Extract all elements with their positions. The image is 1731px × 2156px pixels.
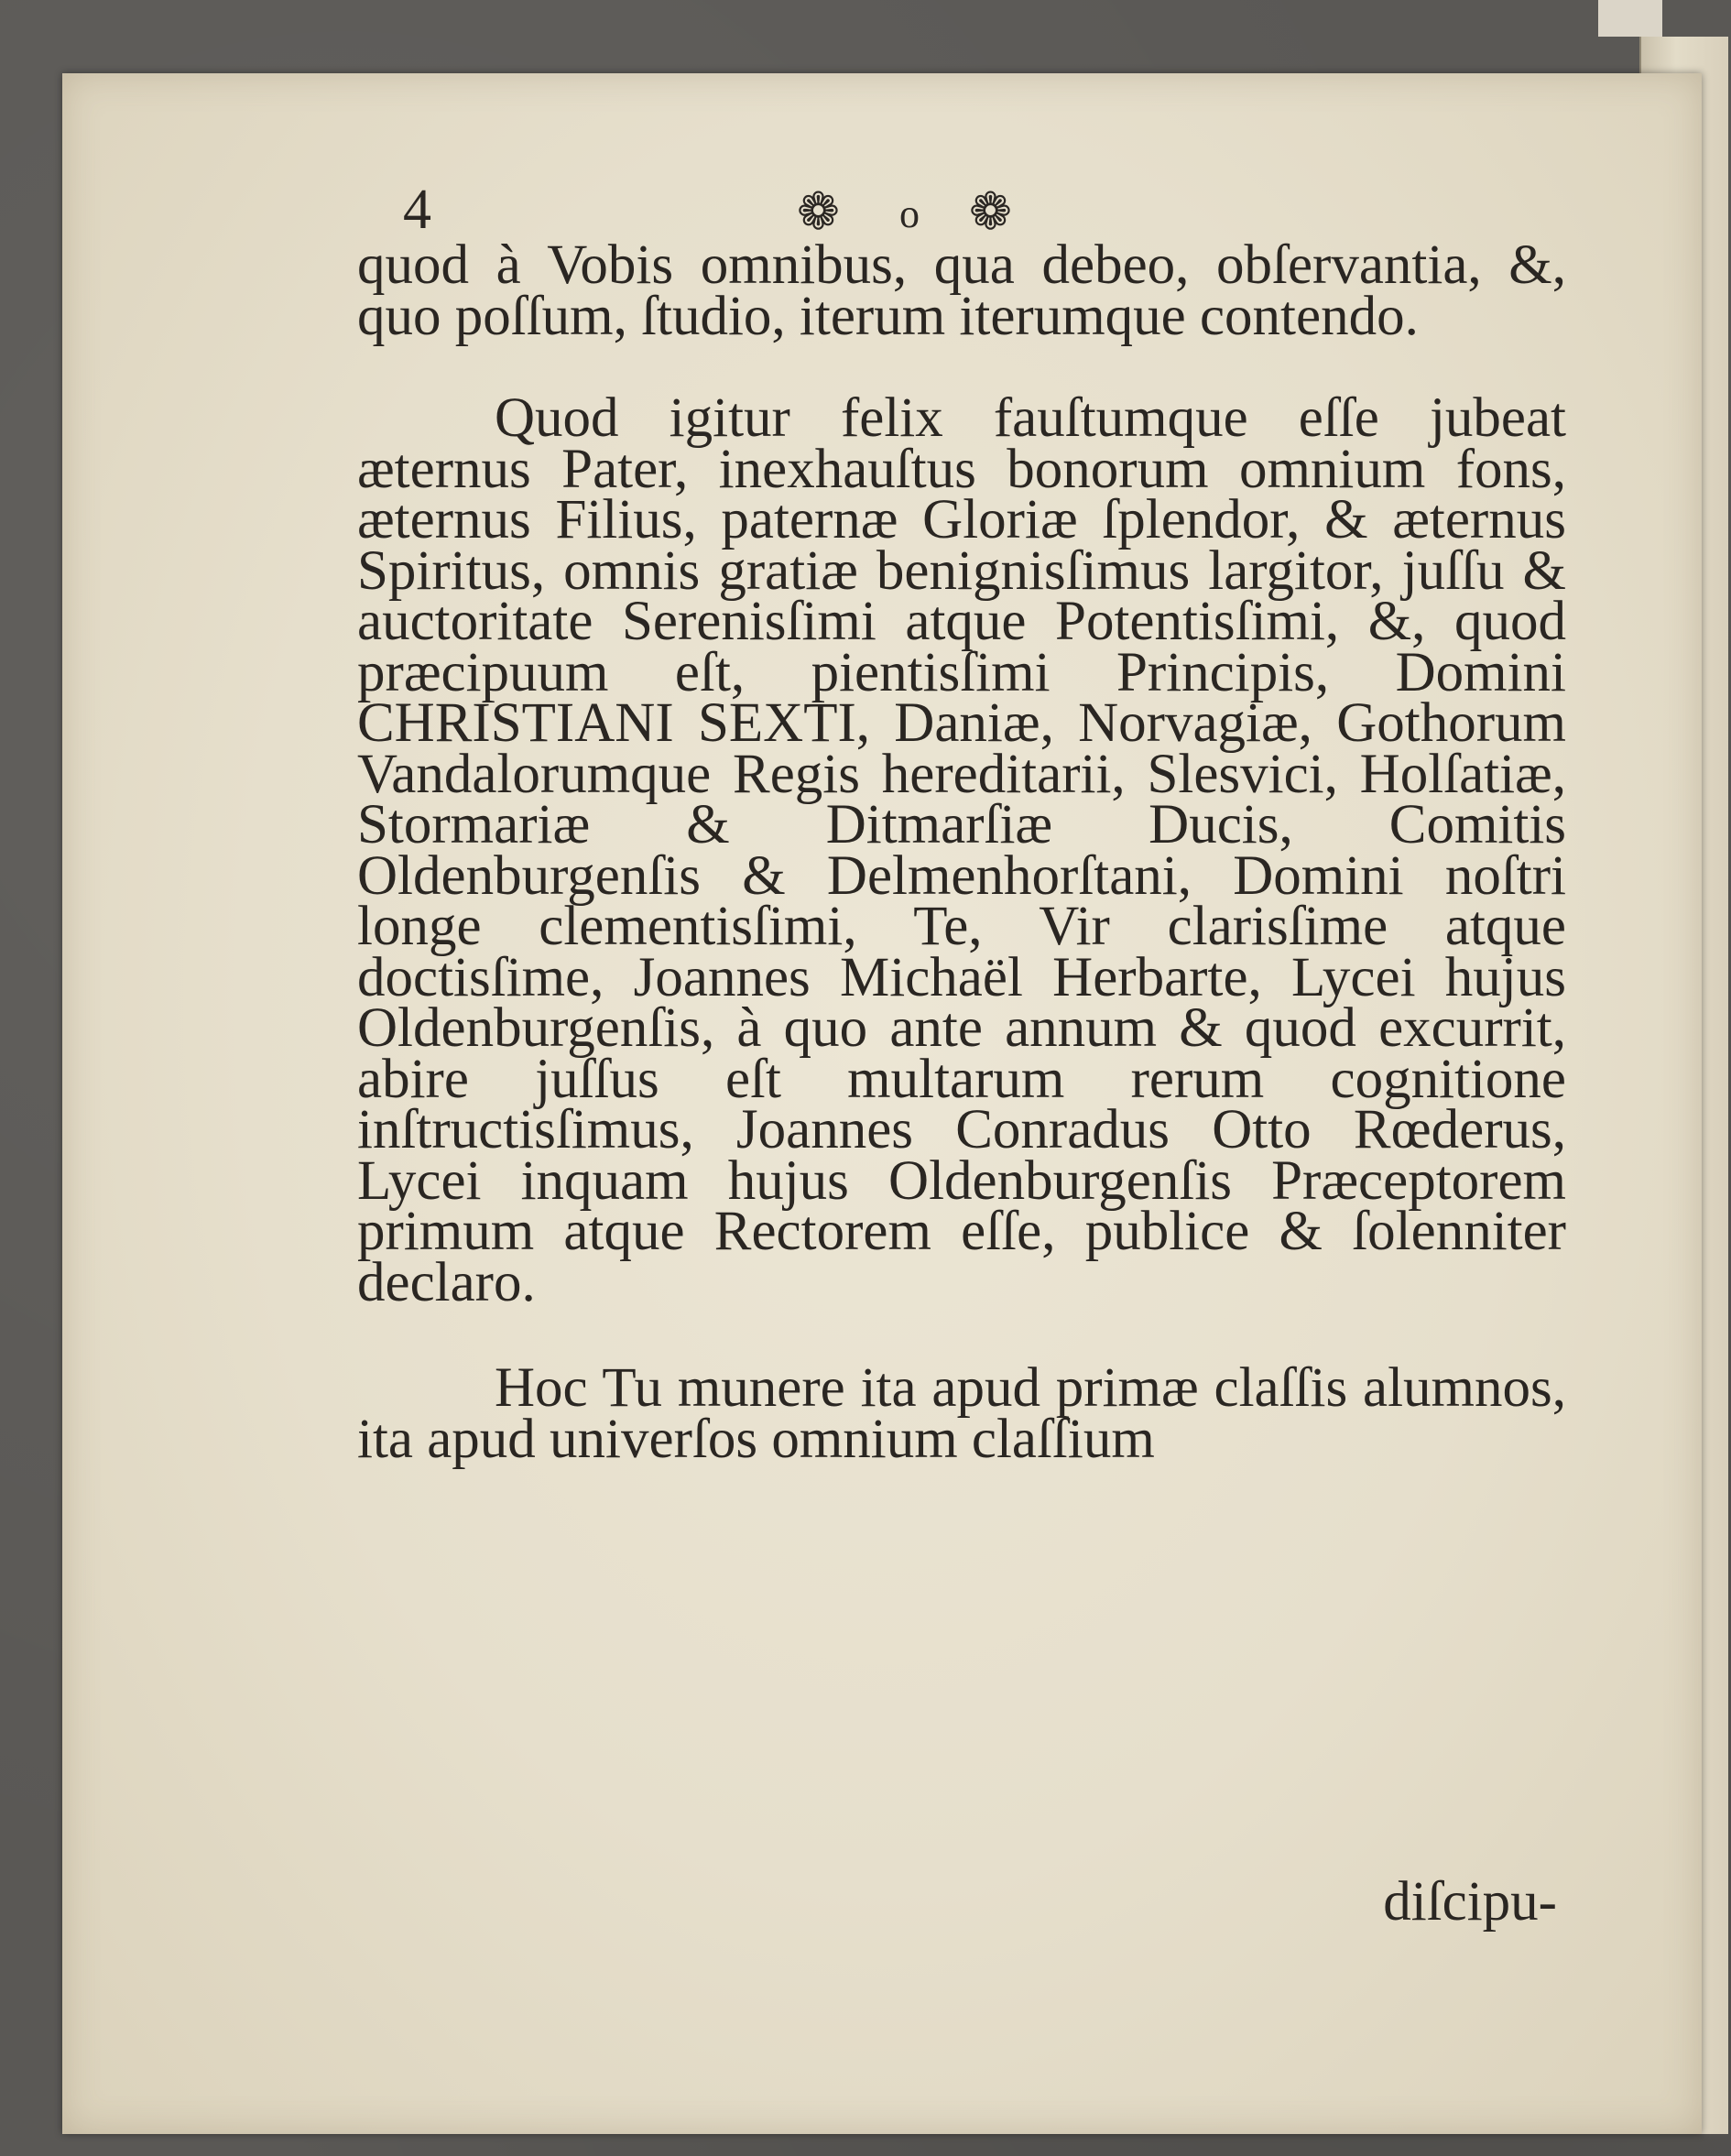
flower-ornament-icon: ❁ bbox=[797, 184, 840, 241]
catchword: diſcipu- bbox=[1383, 1871, 1557, 1933]
circle-ornament-icon: o bbox=[899, 191, 920, 236]
paragraph-declaration: Quod igitur felix fauſtumque eſſe jubeat æternus Pater, inexhauſtus bonorum omnium fons, æternus Filius, paternæ Gloriæ ſplendor, & æternus Spiritus, omnis gratiæ benignisſimus largitor, juſſu & auctoritate Serenisſimi atque Potentisſimi, &, quod præcipuum eſt, pientisſimi Principis, Domini CHRISTIANI SEXTI, Daniæ, Norvagiæ, Gothorum Vandalorumque Regis hereditarii, Slesvici, Holſatiæ, Stormariæ & Ditmarſiæ Ducis, Comitis Oldenburgenſis & Delmenhorſtani, Domini noſtri longe clementisſimi, Te, Vir clarisſime atque doctisſime, Joannes Michaël Herbarte, Lycei hujus Oldenburgenſis, à quo ante annum & quod excurrit, abire juſſus eſt multarum rerum cognitione inſtructisſimus, Joannes Conradus Otto Rœderus, Lycei inquam hujus Oldenburgenſis Præceptorem primum atque Rectorem eſſe, publice & ſolenniter declaro. bbox=[357, 387, 1566, 1313]
flower-ornament-icon: ❁ bbox=[969, 184, 1012, 241]
paragraph-continuation: quod à Vobis omnibus, qua debeo, obſervantia, &, quo poſſum, ſtudio, iterum iterumque contendo. bbox=[357, 234, 1566, 347]
paragraph-hoc-tu: Hoc Tu munere ita apud primæ claſſis alumnos, ita apud univerſos omnium claſſium bbox=[357, 1357, 1566, 1470]
body-text bbox=[357, 234, 1566, 1470]
page-number: 4 bbox=[403, 179, 431, 241]
